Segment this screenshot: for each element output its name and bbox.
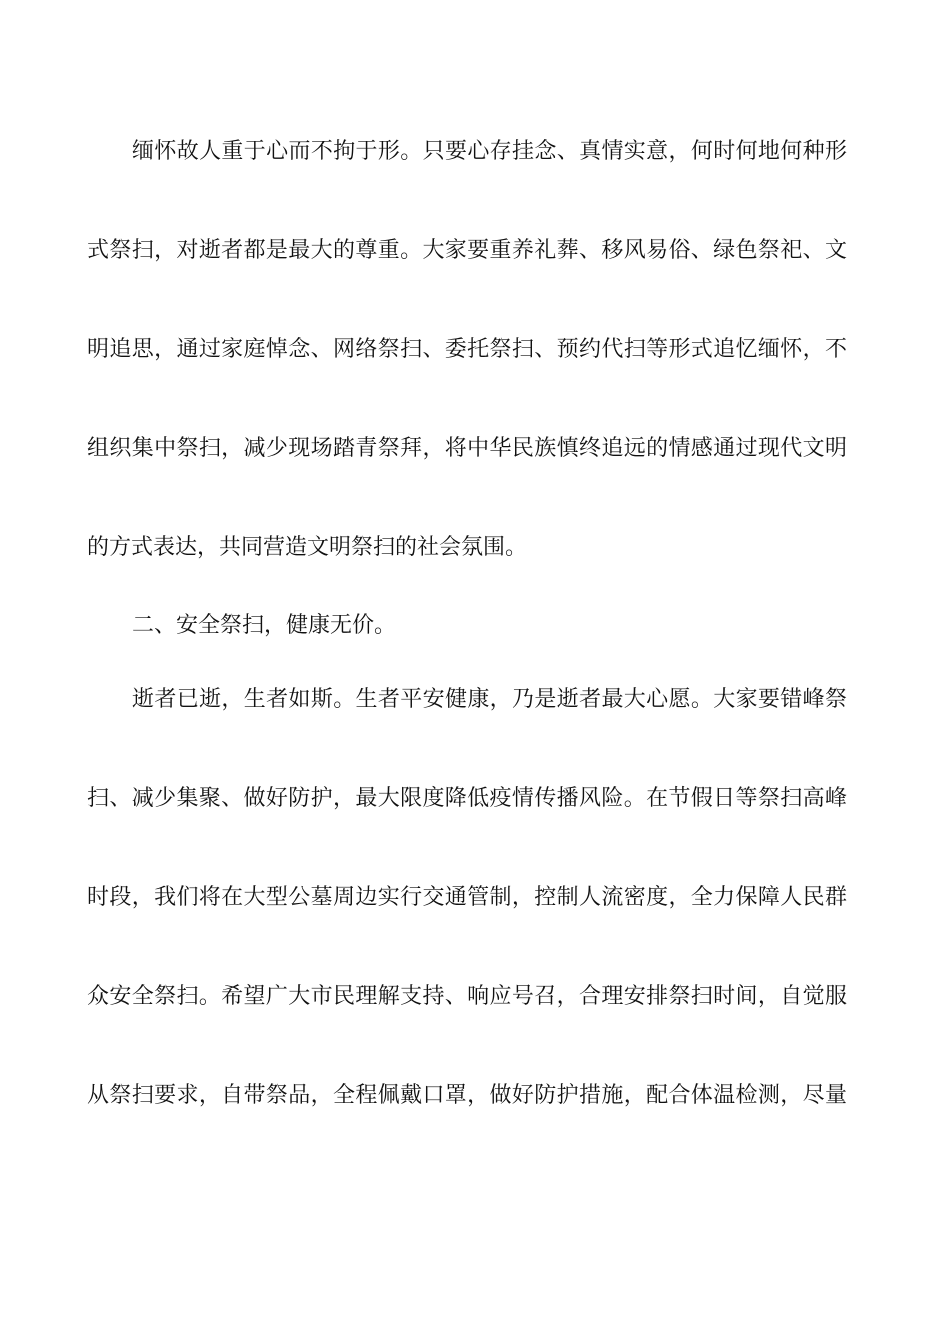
paragraph-line: 的方式表达，共同营造文明祭扫的社会氛围。 [87,535,528,560]
paragraph-line: 明追思，通过家庭悼念、网络祭扫、委托祭扫、预约代扫等形式追忆缅怀，不 [87,337,847,362]
paragraph-line: 缅怀故人重于心而不拘于形。只要心存挂念、真情实意，何时何地何种形 [132,139,847,164]
paragraph-line: 从祭扫要求，自带祭品，全程佩戴口罩，做好防护措施，配合体温检测，尽量 [87,1083,847,1108]
paragraph-line: 众安全祭扫。希望广大市民理解支持、响应号召，合理安排祭扫时间，自觉服 [87,984,847,1009]
paragraph-line: 逝者已逝，生者如斯。生者平安健康，乃是逝者最大心愿。大家要错峰祭 [132,687,847,712]
paragraph-line: 式祭扫，对逝者都是最大的尊重。大家要重养礼葬、移风易俗、绿色祭祀、文 [87,238,847,263]
paragraph-line: 组织集中祭扫，减少现场踏青祭拜，将中华民族慎终追远的情感通过现代文明 [87,436,847,461]
section-heading: 二、安全祭扫，健康无价。 [132,613,397,638]
paragraph-line: 扫、减少集聚、做好防护，最大限度降低疫情传播风险。在节假日等祭扫高峰 [87,786,847,811]
paragraph-line: 时段，我们将在大型公墓周边实行交通管制，控制人流密度，全力保障人民群 [87,885,847,910]
